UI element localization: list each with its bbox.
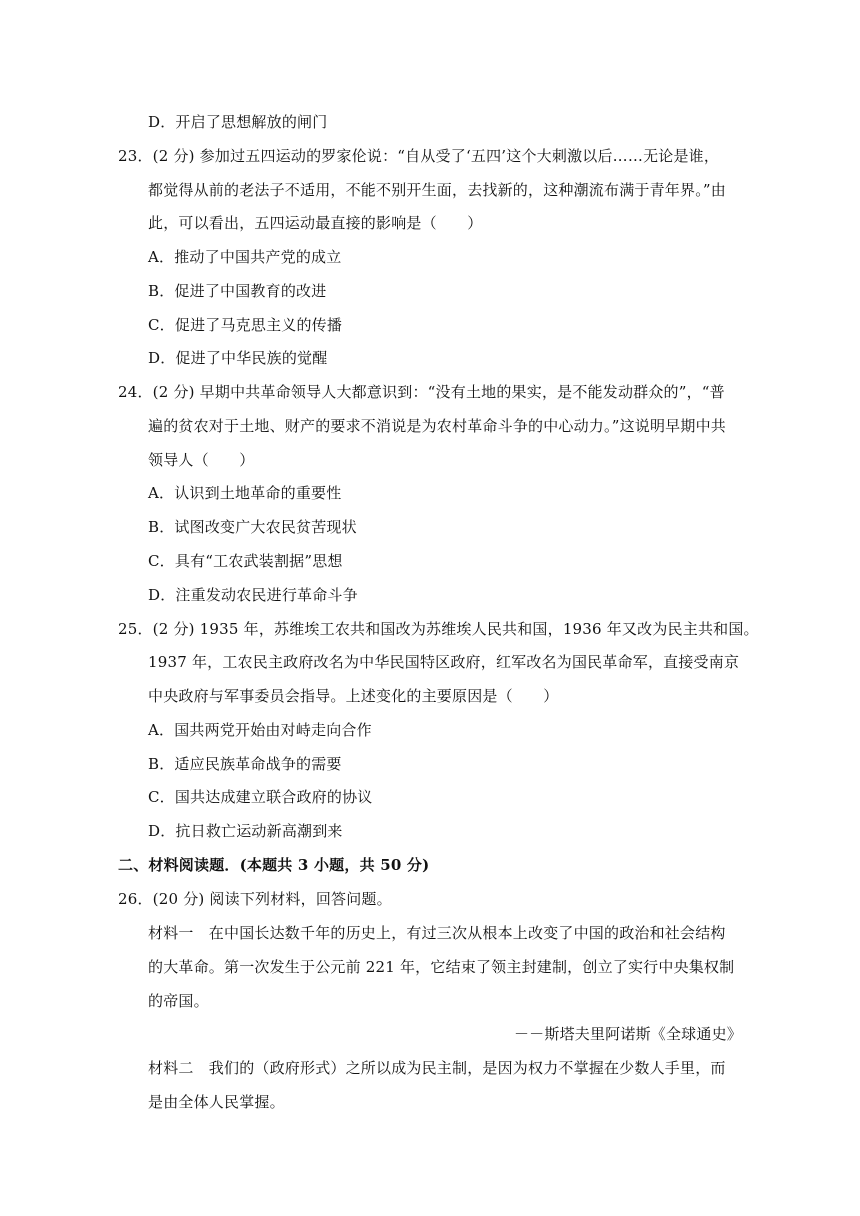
q26-material-2-line-1: 材料二 我们的（政府形式）之所以成为民主制，是因为权力不掌握在少数人手里，而: [148, 1059, 726, 1077]
q26-material-1-line-3: 的帝国。: [148, 992, 209, 1010]
q24-stem-line-3: 领导人（ ）: [148, 451, 255, 469]
section-2-heading: 二、材料阅读题．(本题共 3 小题，共 50 分): [118, 856, 430, 874]
q23-stem-line-1: 23．(2 分) 参加过五四运动的罗家伦说：“自从受了‘五四’这个大刺激以后……无论是谁，: [118, 147, 720, 165]
q25-option-c: C．国共达成建立联合政府的协议: [148, 788, 373, 806]
q26-material-1-line-2: 的大革命。第一次发生于公元前 221 年，它结束了领主封建制，创立了实行中央集权制: [148, 958, 735, 976]
q25-option-a: A．国共两党开始由对峙走向合作: [148, 721, 372, 739]
q23-option-b: B．促进了中国教育的改进: [148, 282, 327, 300]
q25-stem-line-1: 25．(2 分) 1935 年，苏维埃工农共和国改为苏维埃人民共和国，1936 年又改为民主共和国。: [118, 620, 759, 638]
q26-stem: 26．(20 分) 阅读下列材料，回答问题。: [118, 890, 392, 908]
q26-material-1-source: －－斯塔夫里阿诺斯《全球通史》: [513, 1025, 742, 1043]
q23-stem-line-2: 都觉得从前的老法子不适用，不能不别开生面，去找新的，这种潮流布满于青年界。”由: [148, 181, 726, 199]
q23-option-c: C．促进了马克思主义的传播: [148, 316, 343, 334]
q24-option-a: A．认识到土地革命的重要性: [148, 484, 342, 502]
q26-material-2-line-2: 是由全体人民掌握。: [148, 1093, 285, 1111]
q25-option-d: D．抗日救亡运动新高潮到来: [148, 822, 343, 840]
q24-option-d: D．注重发动农民进行革命斗争: [148, 586, 358, 604]
q23-option-a: A．推动了中国共产党的成立: [148, 248, 342, 266]
q23-option-d: D．促进了中华民族的觉醒: [148, 349, 328, 367]
q25-option-b: B．适应民族革命战争的需要: [148, 755, 342, 773]
q22-option-d: D．开启了思想解放的闸门: [148, 113, 328, 131]
q24-option-c: C．具有“工农武装割据”思想: [148, 552, 343, 570]
q25-stem-line-2: 1937 年，工农民主政府改名为中华民国特区政府，红军改名为国民革命军，直接受南京: [148, 653, 740, 671]
q24-stem-line-2: 遍的贫农对于土地、财产的要求不消说是为农村革命斗争的中心动力。”这说明早期中共: [148, 417, 726, 435]
q24-stem-line-1: 24．(2 分) 早期中共革命领导人大都意识到：“没有土地的果实，是不能发动群众的”，“普: [118, 383, 725, 401]
q25-stem-line-3: 中央政府与军事委员会指导。上述变化的主要原因是（ ）: [148, 687, 559, 705]
q26-material-1-line-1: 材料一 在中国长达数千年的历史上，有过三次从根本上改变了中国的政治和社会结构: [148, 924, 726, 942]
q23-stem-line-3: 此，可以看出，五四运动最直接的影响是（ ）: [148, 214, 483, 232]
q24-option-b: B．试图改变广大农民贫苦现状: [148, 518, 357, 536]
